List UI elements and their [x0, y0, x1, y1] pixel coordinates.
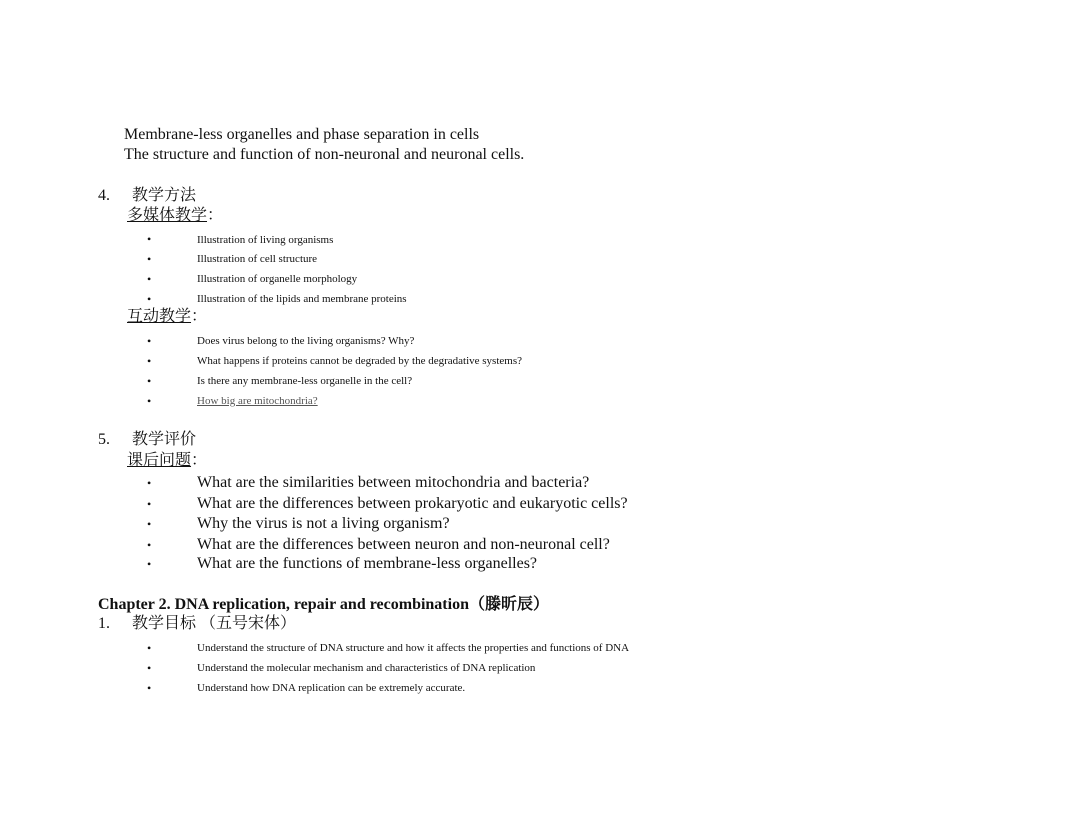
questions-label-colon: ： [191, 452, 208, 469]
multimedia-label [127, 206, 223, 226]
interactive-item-1: Does virus belong to the living organisms? Why? [197, 335, 415, 347]
multimedia-item-1: Illustration of living organisms [197, 234, 334, 246]
section-5-number: 5. [98, 431, 110, 448]
section-4-number: 4. [98, 187, 110, 204]
section-5-heading: 教学评价 [132, 431, 197, 448]
question-item-3: Why the virus is not a living organism? [197, 515, 450, 532]
multimedia-item-2: Illustration of cell structure [197, 253, 318, 265]
bullet-icon: • [147, 661, 152, 675]
multimedia-item-4: Illustration of the lipids and membrane proteins [197, 293, 407, 305]
bullet-icon: • [147, 232, 152, 246]
question-item-4: What are the differences between neuron and non-neuronal cell? [197, 536, 610, 553]
objective-item-3: Understand how DNA replication can be extremely accurate. [197, 682, 466, 694]
bullet-icon: • [147, 354, 152, 368]
section-4-heading: 教学方法 [132, 187, 197, 204]
chapter-2-section-1-heading: 教学目标 （五号宋体） [132, 615, 297, 632]
interactive-label [127, 307, 207, 327]
chapter-2-title: Chapter 2. DNA replication, repair and recombination（滕昕辰） [98, 596, 549, 613]
interactive-item-3: Is there any membrane-less organelle in the cell? [197, 375, 413, 387]
interactive-label-colon: ： [191, 308, 208, 325]
bullet-icon: • [147, 394, 152, 408]
bullet-icon: • [147, 374, 152, 388]
question-item-1: What are the similarities between mitochondria and bacteria? [197, 474, 590, 491]
bullet-icon: • [147, 252, 152, 266]
chapter-2-section-1-number: 1. [98, 615, 110, 632]
question-item-2: What are the differences between prokaryotic and eukaryotic cells? [197, 495, 628, 512]
question-item-5: What are the functions of membrane-less organelles? [197, 555, 538, 572]
bullet-icon: • [147, 641, 152, 655]
bullet-icon: • [147, 681, 152, 695]
multimedia-label-text: 多媒体教学 [127, 207, 208, 224]
interactive-item-4-link[interactable]: How big are mitochondria? [197, 395, 318, 407]
intro-line-2: The structure and function of non-neuronal and neuronal cells. [124, 146, 525, 163]
bullet-icon: • [147, 292, 152, 306]
multimedia-item-3: Illustration of organelle morphology [197, 273, 358, 285]
interactive-label-text: 互动教学 [127, 308, 192, 325]
bullet-icon: • [147, 476, 152, 490]
objective-item-2: Understand the molecular mechanism and characteristics of DNA replication [197, 662, 536, 674]
questions-label-text: 课后问题 [127, 452, 192, 469]
intro-line-1: Membrane-less organelles and phase separation in cells [124, 126, 480, 143]
bullet-icon: • [147, 334, 152, 348]
bullet-icon: • [147, 538, 152, 552]
bullet-icon: • [147, 557, 152, 571]
multimedia-label-colon: ： [207, 207, 224, 224]
bullet-icon: • [147, 517, 152, 531]
bullet-icon: • [147, 497, 152, 511]
questions-label [127, 451, 207, 471]
interactive-item-2: What happens if proteins cannot be degraded by the degradative systems? [197, 355, 522, 367]
bullet-icon: • [147, 272, 152, 286]
objective-item-1: Understand the structure of DNA structure and how it affects the properties and functions of DNA [197, 642, 630, 654]
